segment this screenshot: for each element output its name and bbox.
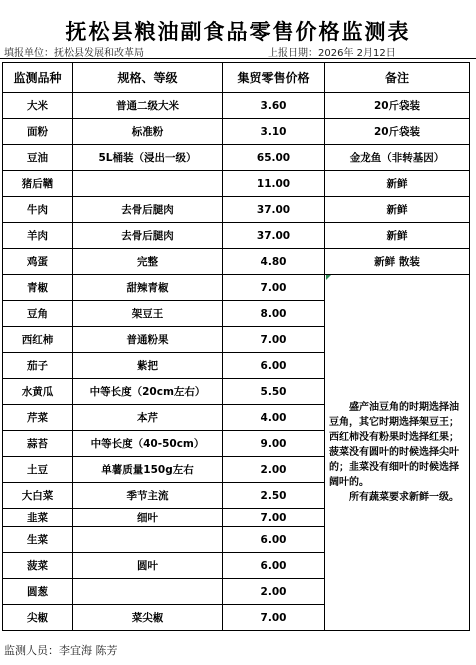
- cell-spec: 架豆王: [73, 301, 223, 327]
- cell-price: 6.00: [223, 353, 325, 379]
- cell-name: 面粉: [3, 119, 73, 145]
- cell-price: 7.00: [223, 275, 325, 301]
- cell-spec: [73, 579, 223, 605]
- cell-price: 37.00: [223, 197, 325, 223]
- cell-note: 新鲜: [325, 223, 470, 249]
- cell-note: 新鲜: [325, 197, 470, 223]
- cell-name: 豆角: [3, 301, 73, 327]
- cell-name: 大白菜: [3, 483, 73, 509]
- cell-name: 西红柿: [3, 327, 73, 353]
- cell-spec: 普通粉果: [73, 327, 223, 353]
- cell-spec: 去骨后腿肉: [73, 197, 223, 223]
- table-row: [3, 249, 470, 275]
- cell-price: 2.00: [223, 579, 325, 605]
- cell-price: 3.10: [223, 119, 325, 145]
- report-date: 上报日期：2026年 2月12日: [268, 48, 396, 59]
- monitor-staff: 监测人员：李宜海 陈芳: [4, 644, 118, 657]
- cell-spec: 5L桶装（浸出一级）: [73, 145, 223, 171]
- cell-price: 9.00: [223, 431, 325, 457]
- cell-spec: 本芹: [73, 405, 223, 431]
- cell-spec: 普通二级大米: [73, 93, 223, 119]
- cell-note: 20斤袋装: [325, 93, 470, 119]
- cell-price: 8.00: [223, 301, 325, 327]
- cell-name: 茄子: [3, 353, 73, 379]
- cell-price: 4.80: [223, 249, 325, 275]
- cell-price: 6.00: [223, 527, 325, 553]
- column-header-variety: 监测品种: [3, 63, 73, 93]
- cell-spec: 标准粉: [73, 119, 223, 145]
- cell-name: 芹菜: [3, 405, 73, 431]
- cell-spec: 菜尖椒: [73, 605, 223, 631]
- cell-corner-marker: [326, 275, 331, 280]
- cell-spec: [73, 527, 223, 553]
- vegetable-notes-paragraph: 盛产油豆角的时期选择油豆角，其它时期选择架豆王；西红柿没有粉果时选择红果；菠菜没有圆叶的时候选择尖叶的；韭菜没有细叶的时候选择阔叶的。: [329, 402, 459, 488]
- cell-price: 65.00: [223, 145, 325, 171]
- cell-price: 37.00: [223, 223, 325, 249]
- table-row: [3, 223, 470, 249]
- cell-note: 新鲜: [325, 171, 470, 197]
- column-header-price: 集贸零售价格: [223, 63, 325, 93]
- cell-name: 大米: [3, 93, 73, 119]
- cell-name: 牛肉: [3, 197, 73, 223]
- table-row: [3, 93, 470, 119]
- column-header-note: 备注: [325, 63, 470, 93]
- cell-name: 圆葱: [3, 579, 73, 605]
- cell-spec: 去骨后腿肉: [73, 223, 223, 249]
- cell-spec: 中等长度（20cm左右）: [73, 379, 223, 405]
- cell-price: 2.50: [223, 483, 325, 509]
- table-header-row: [3, 63, 470, 93]
- table-row: [3, 171, 470, 197]
- cell-name: 水黄瓜: [3, 379, 73, 405]
- cell-spec: 圆叶: [73, 553, 223, 579]
- cell-price: 7.00: [223, 327, 325, 353]
- vegetable-notes-cell: [325, 275, 470, 631]
- cell-price: 6.00: [223, 553, 325, 579]
- price-table: [2, 62, 470, 631]
- cell-price: 7.00: [223, 605, 325, 631]
- report-unit: 填报单位：抚松县发展和改革局: [4, 48, 144, 59]
- cell-spec: 单薯质量150g左右: [73, 457, 223, 483]
- table-row: [3, 197, 470, 223]
- cell-note: 新鲜 散装: [325, 249, 470, 275]
- cell-name: 韭菜: [3, 509, 73, 527]
- cell-note: 金龙鱼（非转基因）: [325, 145, 470, 171]
- cell-name: 尖椒: [3, 605, 73, 631]
- column-header-spec: 规格、等级: [73, 63, 223, 93]
- table-row: [3, 275, 470, 301]
- cell-price: 5.50: [223, 379, 325, 405]
- cell-spec: 细叶: [73, 509, 223, 527]
- cell-spec: 甜辣青椒: [73, 275, 223, 301]
- cell-name: 菠菜: [3, 553, 73, 579]
- cell-price: 3.60: [223, 93, 325, 119]
- table-row: [3, 145, 470, 171]
- cell-name: 土豆: [3, 457, 73, 483]
- cell-spec: 季节主流: [73, 483, 223, 509]
- cell-name: 鸡蛋: [3, 249, 73, 275]
- cell-name: 猪后鞧: [3, 171, 73, 197]
- cell-spec: 完整: [73, 249, 223, 275]
- cell-spec: 紫把: [73, 353, 223, 379]
- cell-note: 20斤袋装: [325, 119, 470, 145]
- cell-price: 4.00: [223, 405, 325, 431]
- page-title: 抚松县粮油副食品零售价格监测表: [65, 19, 411, 44]
- cell-name: 蒜苔: [3, 431, 73, 457]
- cell-name: 羊肉: [3, 223, 73, 249]
- cell-name: 青椒: [3, 275, 73, 301]
- cell-price: 11.00: [223, 171, 325, 197]
- header-divider: [0, 58, 476, 59]
- cell-spec: 中等长度（40-50cm）: [73, 431, 223, 457]
- cell-spec: [73, 171, 223, 197]
- cell-name: 生菜: [3, 527, 73, 553]
- table-row: [3, 119, 470, 145]
- cell-price: 2.00: [223, 457, 325, 483]
- cell-name: 豆油: [3, 145, 73, 171]
- vegetable-notes-paragraph: 所有蔬菜要求新鲜一级。: [349, 492, 459, 503]
- cell-price: 7.00: [223, 509, 325, 527]
